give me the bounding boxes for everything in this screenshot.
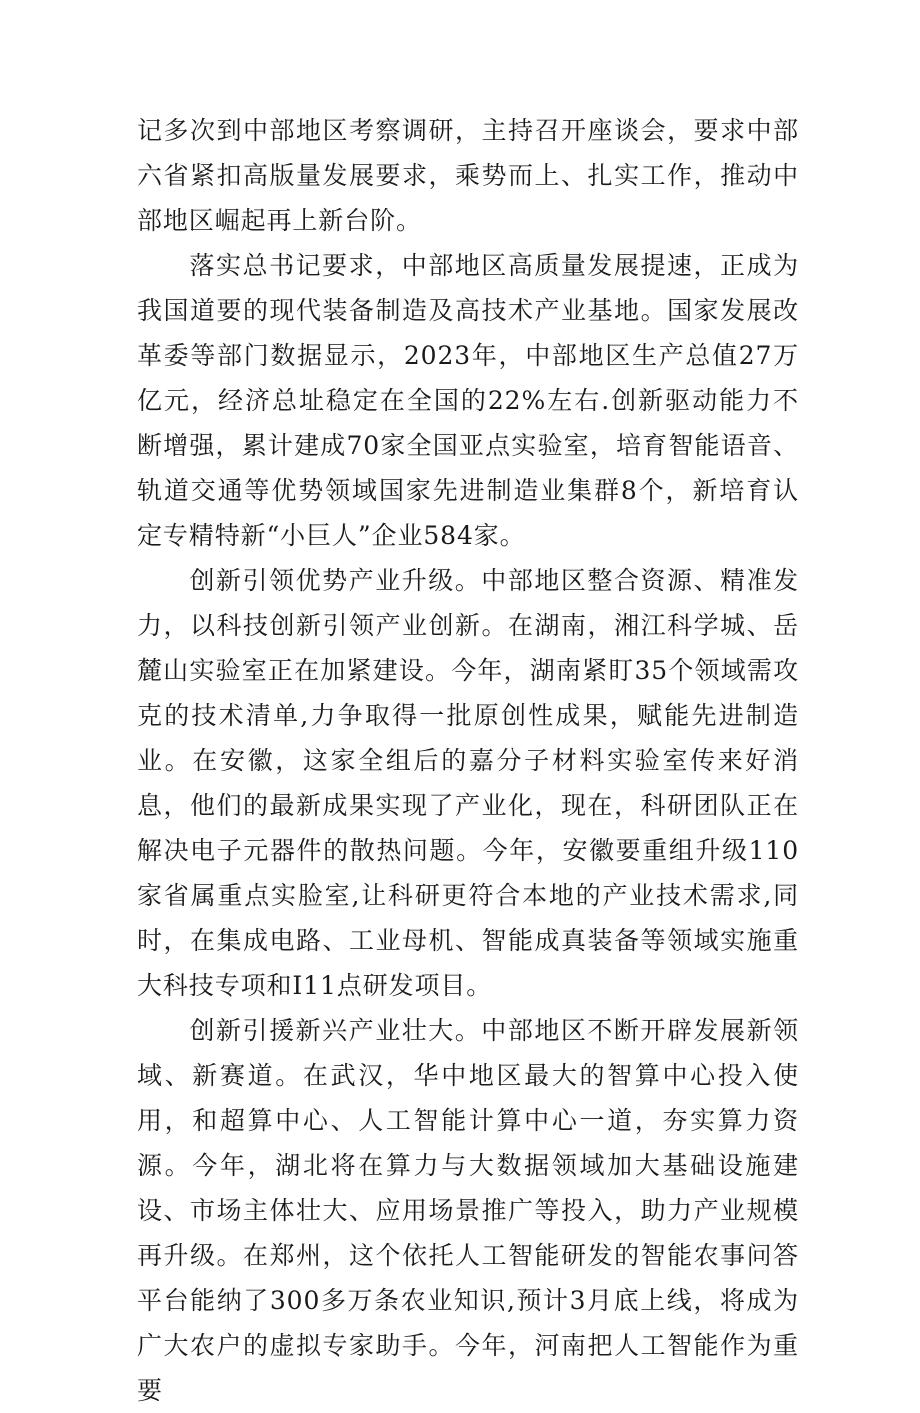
paragraph-1: 记多次到中部地区考察调研，主持召开座谈会，要求中部六省紧扣高版量发展要求，乘势而上、扎实工作，推动中部地区崛起再上新台阶。 [137,116,799,235]
paragraph-3: 创新引领优势产业升级。中部地区整合资源、精准发力，以科技创新引领产业创新。在湖南，湘江科学城、岳麓山实验室正在加紧建设。今年，湖南紧盯35个领域需攻克的技术清单,力争取得一批原创性成果，赋能先进制造业。在安徽，这家全组后的嘉分子材料实验室传来好消息，他们的最新成果实现了产业化，现在，科研团队正在解决电子元器件的散热问题。今年，安徽要重组升级110家省属重点实脸室,让科研更符合本地的产业技术需求,同时，在集成电路、工业母机、智能成真装备等领域实施重大科技专项和I11点研发项目。 [137,566,799,1000]
paragraph-2: 落实总书记要求，中部地区高质量发展提速，正成为我国道要的现代装备制造及高技术产业基地。国家发展改革委等部门数据显示，2023年，中部地区生产总值27万亿元，经济总址稳定在全国的22%左右.创新驱动能力不断增强，累计建成70家全国亚点实验室，培育智能语音、轨道交通等优势领域国家先进制造业集群8个，新培育认定专精特新“小巨人”企业584家。 [137,251,799,550]
document-page [137,108,799,1413]
paragraph-4: 创新引援新兴产业壮大。中部地区不断开辟发展新领域、新赛道。在武汉，华中地区最大的智算中心投入使用，和超算中心、人工智能计算中心一道，夯实算力资源。今年，湖北将在算力与大数据领域加大基础设施建设、市场主体壮大、应用场景推广等投入，助力产业规模再升级。在郑州，这个依托人工智能研发的智能农事问答平台能纳了300多万条农业知识,预计3月底上线，将成为广大农户的虚拟专家助手。今年，河南把人工智能作为重要 [137,1016,799,1405]
